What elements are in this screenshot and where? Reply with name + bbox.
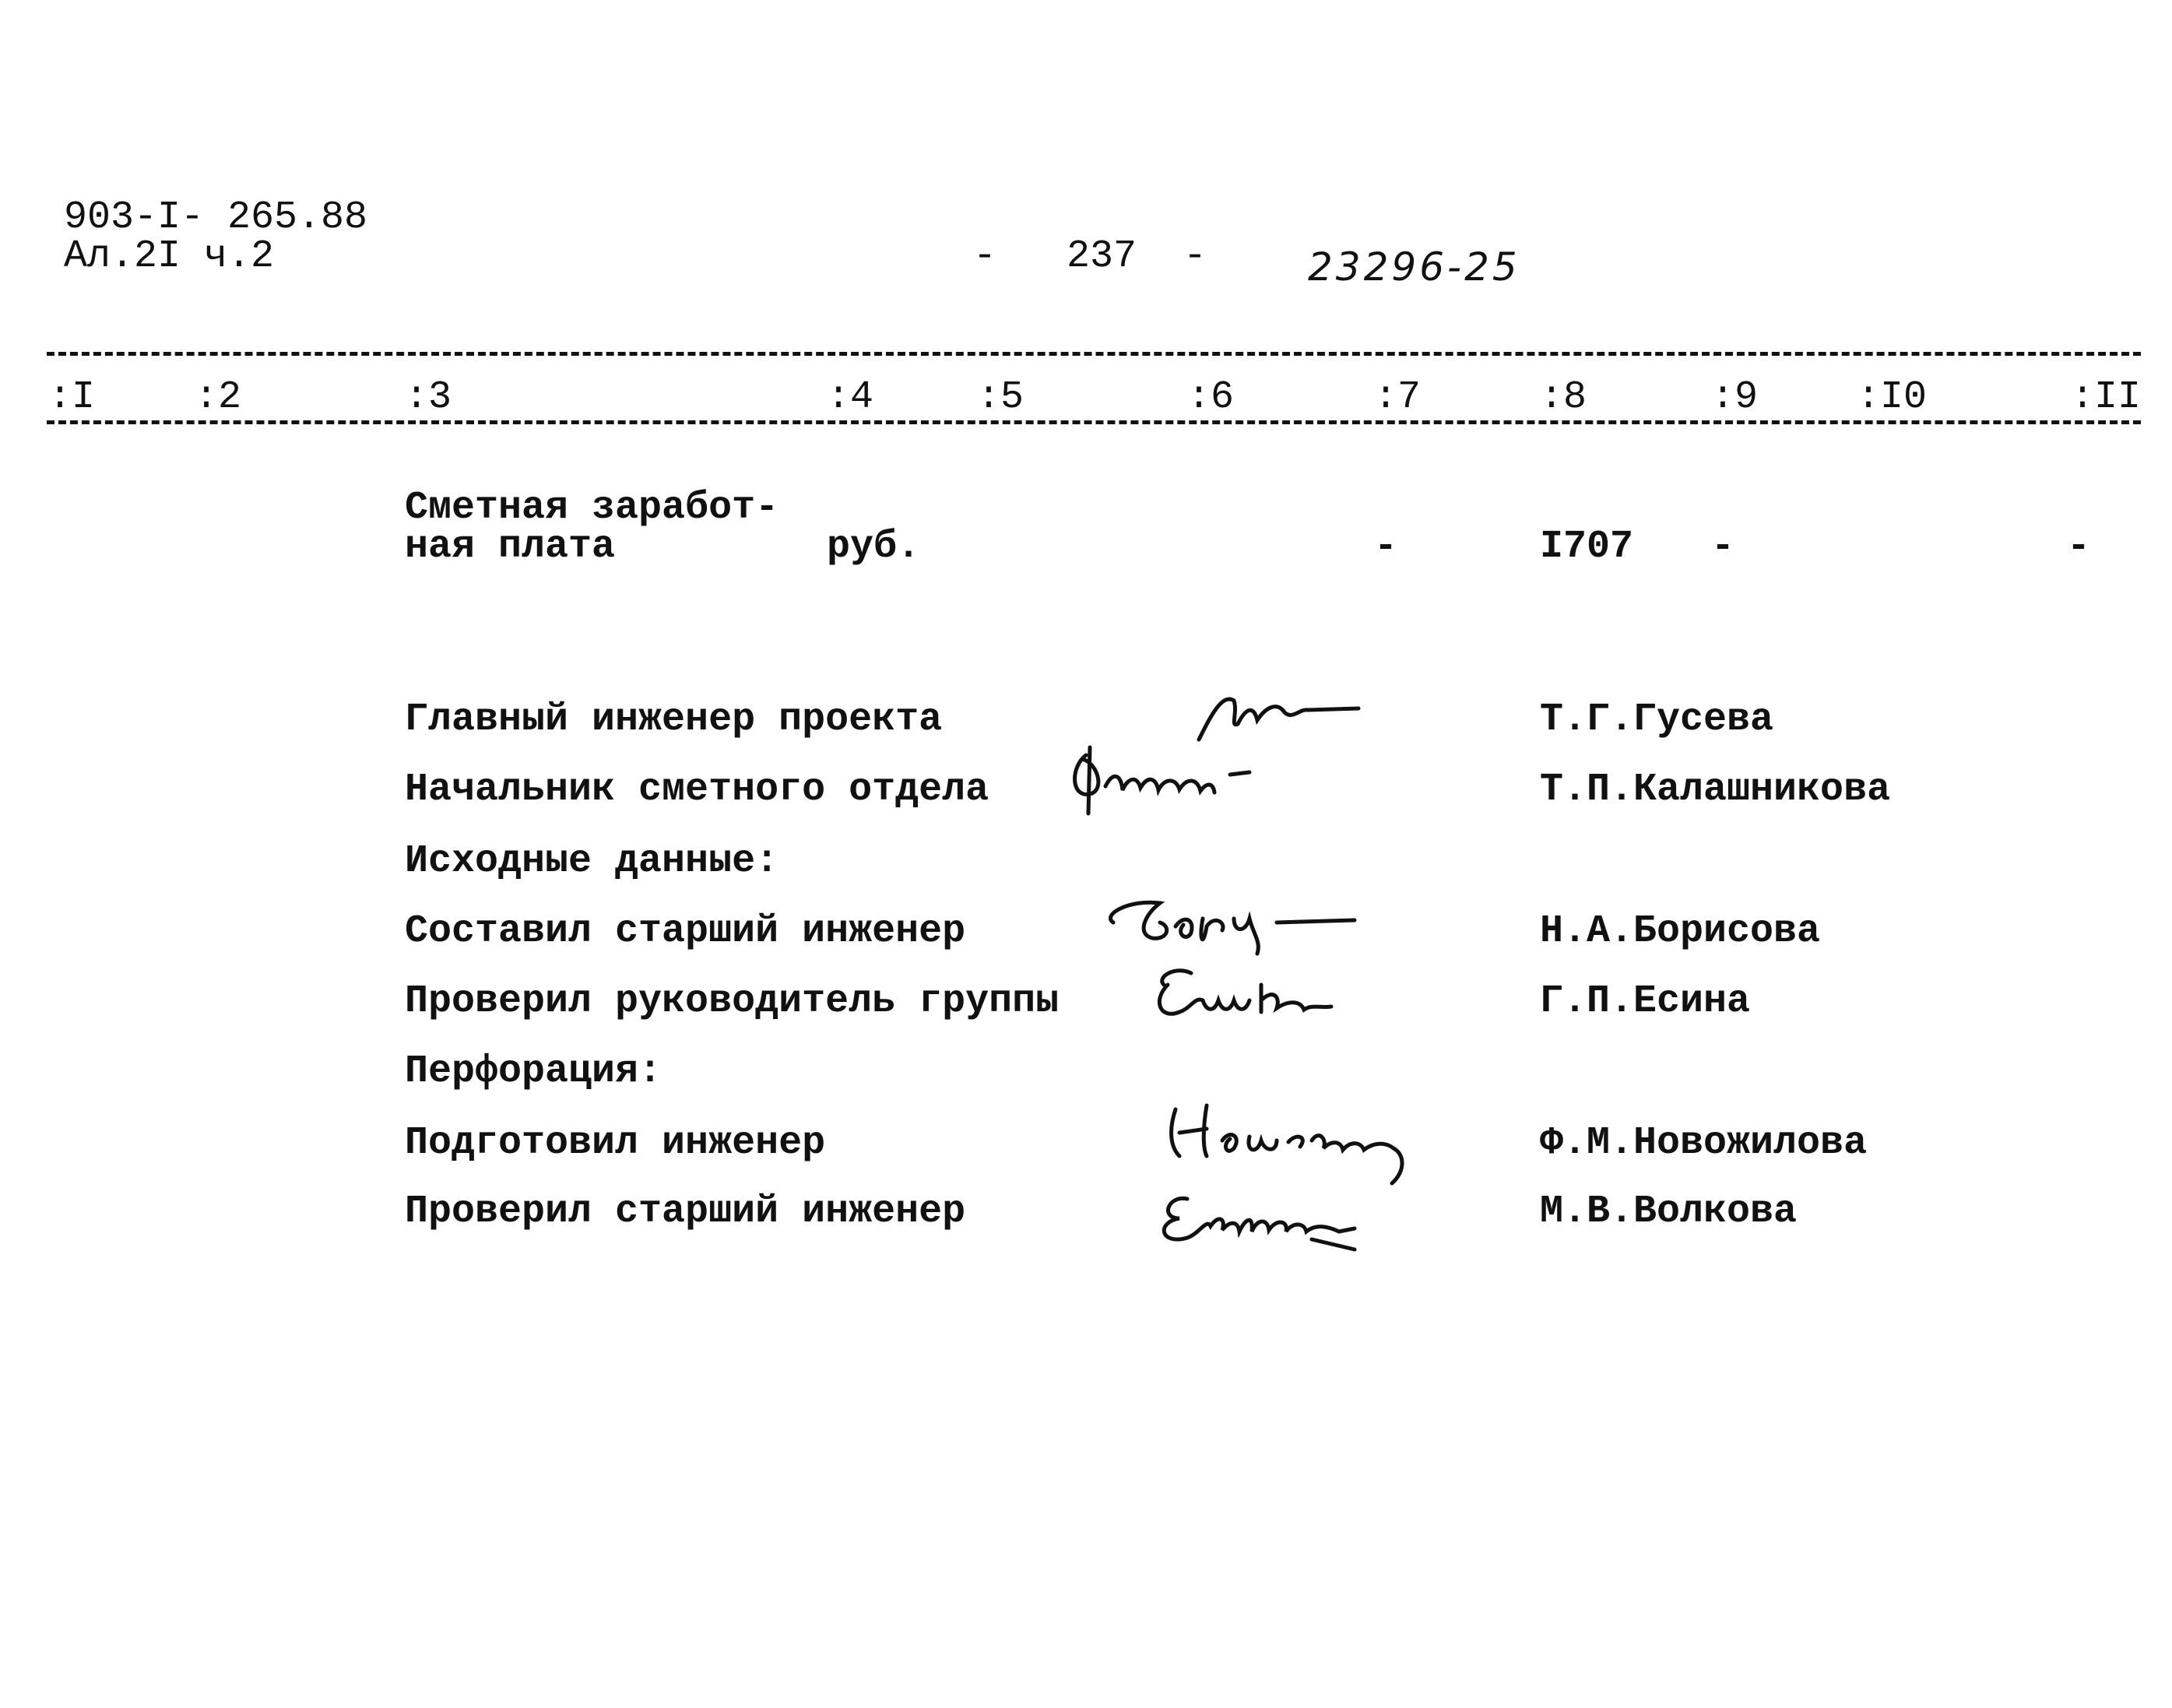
column-3: :3 [405, 375, 452, 420]
top-dashed-rule [47, 352, 2141, 356]
signature-role: Подготовил инженер [405, 1121, 826, 1165]
column-5: :5 [977, 375, 1024, 420]
signature-name: Т.Г.Гусева [1540, 698, 1774, 742]
column-7: :7 [1374, 375, 1422, 420]
estimate-label [405, 486, 779, 569]
column-1: :I [48, 375, 96, 420]
column-8: :8 [1540, 375, 1587, 420]
handwritten-signature [1144, 954, 1347, 1031]
signature-role: Главный инженер проекта [405, 698, 943, 742]
estimate-unit: руб. [827, 525, 921, 569]
handwritten-inventory-number: 23296-25 [1308, 244, 1520, 290]
estimate-col8-value: I707 [1540, 525, 1634, 569]
signature-name: Т.П.Калашникова [1540, 768, 1891, 812]
signature-name: Г.П.Есина [1540, 979, 1751, 1024]
album-line: Ал.2I ч.2 [64, 234, 275, 279]
column-10: :I0 [1857, 375, 1928, 420]
estimate-col7: - [1374, 525, 1398, 569]
signature-name: Н.А.Борисова [1540, 909, 1821, 954]
estimate-label-line2: ная плата [405, 525, 616, 569]
column-4: :4 [827, 375, 874, 420]
signature-role: Начальник сметного отдела [405, 768, 989, 812]
page-dash-right: - [1183, 234, 1207, 279]
signature-role: Составил старший инженер [405, 909, 966, 954]
section-heading-source-data: Исходные данные: [405, 839, 779, 884]
signature-name: Ф.М.Новожилова [1540, 1121, 1868, 1165]
page-number: 237 [1067, 234, 1137, 279]
bottom-dashed-rule [47, 420, 2141, 424]
handwritten-signature [1067, 740, 1300, 825]
estimate-label-line1: Сметная заработ- [405, 486, 779, 530]
column-11: :II [2071, 375, 2142, 420]
column-9: :9 [1711, 375, 1759, 420]
document-code [64, 195, 368, 279]
column-2: :2 [195, 375, 242, 420]
column-6: :6 [1187, 375, 1235, 420]
page-dash-left: - [973, 234, 997, 279]
section-heading-perforation: Перфорация: [405, 1049, 662, 1094]
handwritten-signature [1152, 1176, 1401, 1253]
handwritten-signature [1098, 880, 1362, 958]
signature-name: М.В.Волкова [1540, 1190, 1798, 1234]
signature-role: Проверил старший инженер [405, 1190, 966, 1234]
estimate-col11: - [2067, 525, 2091, 569]
handwritten-signature [1160, 1094, 1425, 1187]
estimate-col9: - [1711, 525, 1735, 569]
doc-code-line: 903-I- 265.88 [64, 195, 368, 240]
signature-role: Проверил руководитель группы [405, 979, 1060, 1024]
